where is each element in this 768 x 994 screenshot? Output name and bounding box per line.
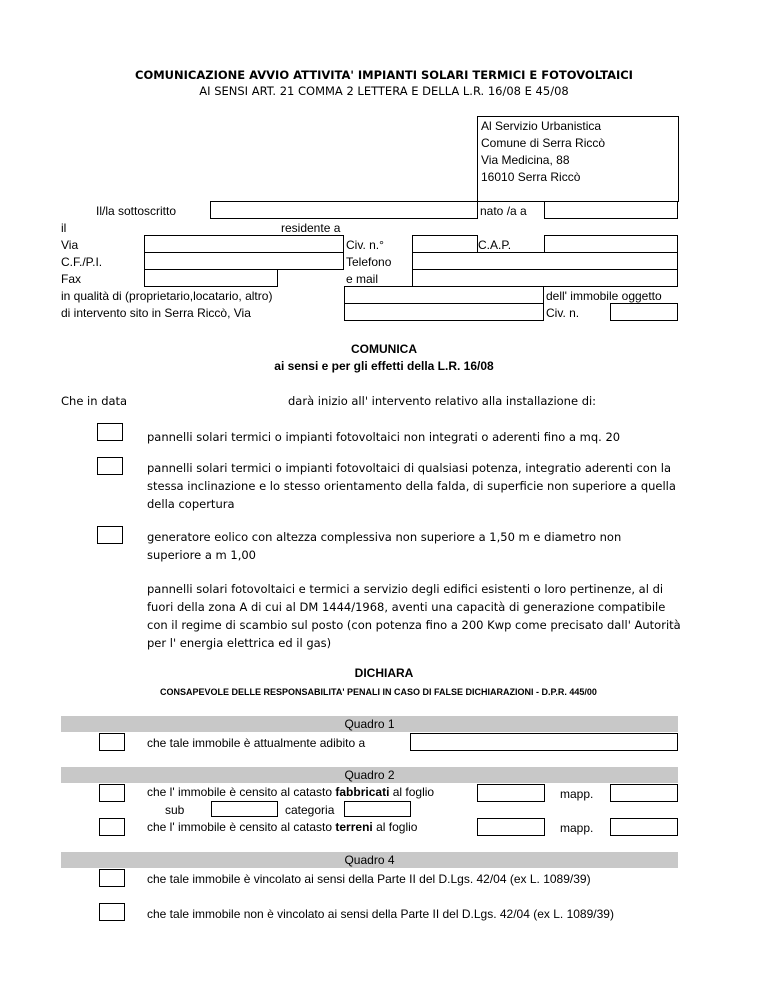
dichiara-subtitle: CONSAPEVOLE DELLE RESPONSABILITA' PENALI IN CASO DI FALSE DICHIARAZIONI - D.P.R. 445/00 [160,687,597,697]
quadro-1-title: Quadro 1 [344,717,395,731]
option-text: generatore eolico con altezza complessiva non superiore a 1,50 m e diametro non superiore a m 1,00 [147,530,622,562]
categoria-label: categoria [285,803,335,817]
vincolato-text: che tale immobile è vincolato ai sensi della Parte II del D.Lgs. 42/04 (ex L. 1089/39) [147,872,591,886]
comunica-subtitle: ai sensi e per gli effetti della L.R. 16/08 [274,359,494,373]
quadro-1-checkbox[interactable] [99,733,125,751]
terreni-checkbox[interactable] [99,818,125,836]
address-line: 16010 Serra Riccò [481,170,581,184]
email-field[interactable] [412,269,678,287]
quadro-4-title: Quadro 4 [344,853,395,867]
via-label: Via [61,238,79,252]
cap-field[interactable] [544,235,678,253]
mapp2-label: mapp. [560,821,594,835]
cf-label: C.F./P.I. [61,255,103,269]
sottoscritto-field[interactable] [210,201,478,219]
qualita-field[interactable] [344,286,544,304]
fax-label: Fax [61,272,82,286]
sub-label: sub [165,803,185,817]
immobile-label: dell' immobile oggetto [546,289,662,303]
categoria-field[interactable] [344,801,411,817]
data-label: Che in data [61,394,128,408]
non-vincolato-text: che tale immobile non è vincolato ai sensi della Parte II del D.Lgs. 42/04 (ex L. 1089/39) [147,907,614,921]
via-field[interactable] [144,235,344,253]
residente-label: residente a [281,221,341,235]
quadro-2-title: Quadro 2 [344,768,395,782]
comunica-title: COMUNICA [351,342,417,356]
option-text: pannelli solari fotovoltaici e termici a servizio degli edifici esistenti o loro pertinenze, al di fuori della zona A di cui al DM 1444/1968, aventi una capacità di generazione compatibile con il regime di scambio sul posto (con potenza fino a 200 Kwp come precisato dall' Autorità per l' energia elettrica ed il gas) [147,582,681,650]
il-label: il [61,221,67,235]
intervento-label: di intervento sito in Serra Riccò, Via [61,306,251,320]
address-line: Comune di Serra Riccò [481,136,606,150]
option-checkbox[interactable] [97,526,123,544]
option-text: pannelli solari termici o impianti fotovoltaici di qualsiasi potenza, integratio aderenti con la stessa inclinazione e lo stesso orientamento della falda, di superficie non superiore a quella della copertura [147,461,676,511]
form-title: COMUNICAZIONE AVVIO ATTIVITA' IMPIANTI SOLARI TERMICI E FOTOVOLTAICI [135,68,633,82]
dichiara-title: DICHIARA [354,666,414,680]
sottoscritto-label: Il/la sottoscritto [96,204,177,218]
adibito-field[interactable] [410,733,678,751]
intervento-via-field[interactable] [344,303,544,321]
civ-field[interactable] [412,235,478,253]
civ-label: Civ. n.° [346,238,384,252]
qualita-label: in qualità di (proprietario,locatario, altro) [61,289,273,303]
birthplace-field[interactable] [544,201,678,219]
non-vincolato-checkbox[interactable] [99,903,125,921]
option-checkbox[interactable] [97,457,123,475]
vincolato-checkbox[interactable] [99,869,125,887]
civ2-label: Civ. n. [546,306,580,320]
fabbricati-mapp-field[interactable] [610,784,678,802]
intervento-intro: darà inizio all' intervento relativo alla installazione di: [288,394,597,408]
nato-label: nato /a a [480,204,527,218]
quadro-1-text: che tale immobile è attualmente adibito a [147,736,366,750]
option-text: pannelli solari termici o impianti fotovoltaici non integrati o aderenti fino a mq. 20 [147,430,621,444]
fabbricati-checkbox[interactable] [99,784,125,802]
cap-label: C.A.P. [478,238,512,252]
sub-field[interactable] [211,801,278,817]
address-line: Al Servizio Urbanistica [481,119,602,133]
cf-field[interactable] [144,252,344,270]
mapp-label: mapp. [560,787,594,801]
telefono-label: Telefono [346,255,392,269]
telefono-field[interactable] [412,252,678,270]
fabbricati-text: che l' immobile è censito al catasto fabbricati al foglio [147,785,435,799]
option-checkbox[interactable] [97,423,123,441]
form-subtitle: AI SENSI ART. 21 COMMA 2 LETTERA E DELLA L.R. 16/08 E 45/08 [199,84,569,98]
terreni-mapp-field[interactable] [610,818,678,836]
address-box-extra-row [477,184,679,202]
address-line: Via Medicina, 88 [481,153,570,167]
email-label: e mail [346,272,379,286]
terreni-text: che l' immobile è censito al catasto terreni al foglio [147,820,418,834]
civ2-field[interactable] [610,303,678,321]
fax-field[interactable] [144,269,278,287]
fabbricati-foglio-field[interactable] [477,784,545,802]
terreni-foglio-field[interactable] [477,818,545,836]
